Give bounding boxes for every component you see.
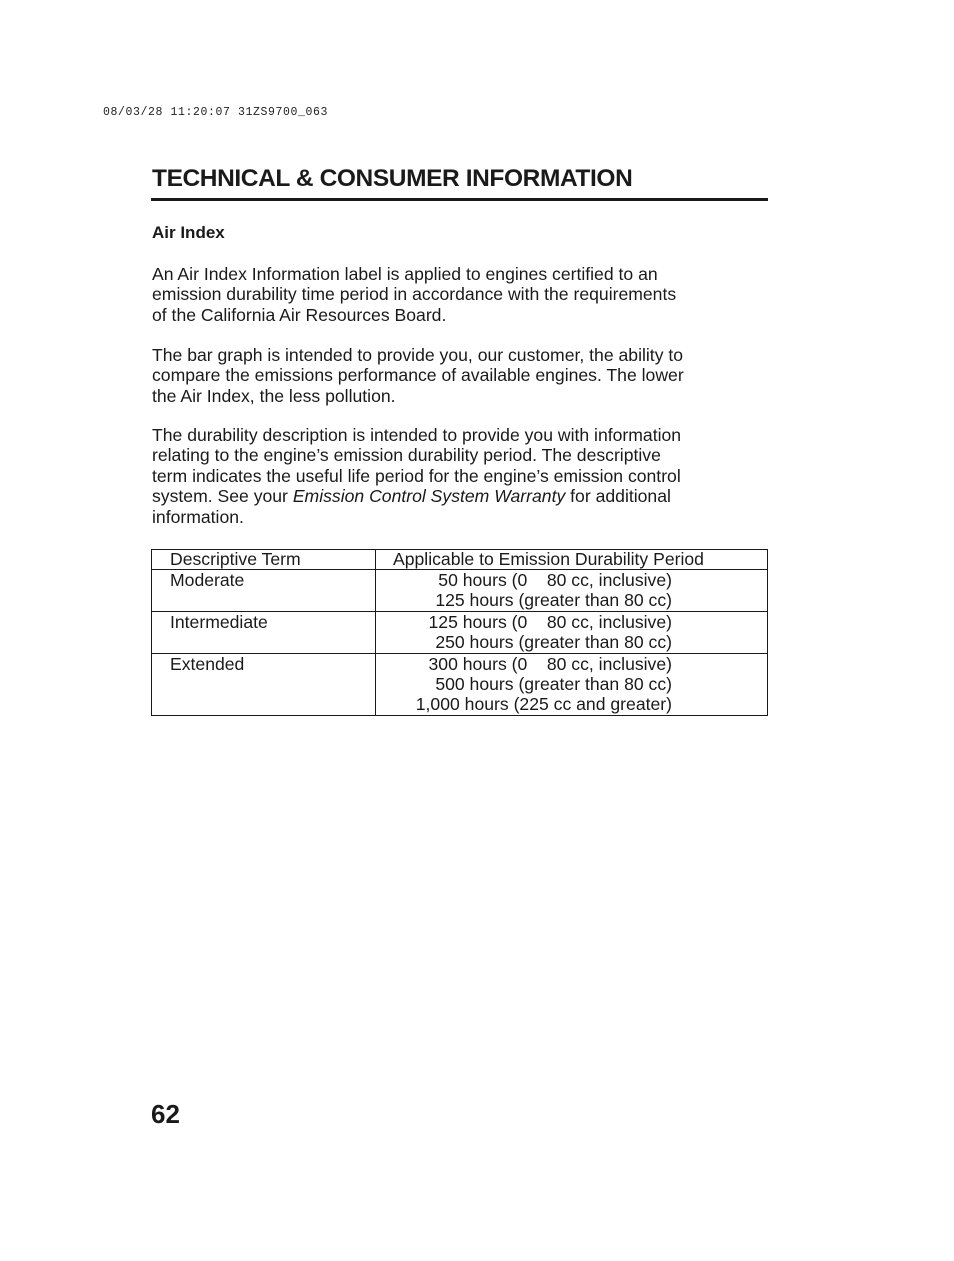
term-cell [152, 611, 376, 653]
term-text: Intermediate [170, 611, 268, 632]
period-text: 250 hours (greater than 80 cc) [435, 632, 672, 653]
paragraph-line: The bar graph is intended to provide you, our customer, the ability to [152, 345, 684, 365]
paragraph-line: An Air Index Information label is applied to engines certified to an [152, 264, 658, 284]
paragraph-text: for additional [565, 486, 671, 507]
table-row-moderate [152, 570, 768, 612]
section-title: TECHNICAL & CONSUMER INFORMATION [152, 165, 633, 192]
period-text: 125 hours (greater than 80 cc) [435, 590, 672, 611]
paragraph-line: term indicates the useful life period for the engine’s emission control [152, 465, 681, 486]
paragraph-text: system. See your [152, 486, 293, 507]
period-cell [376, 653, 768, 715]
paragraph-line: of the California Air Resources Board. [152, 304, 447, 325]
paragraph-line: The durability description is intended to provide you with information [152, 425, 682, 445]
paragraph-line: relating to the engine’s emission durability period. The descriptive [152, 445, 661, 466]
table-row-intermediate [152, 611, 768, 653]
warranty-reference: Emission Control System Warranty [292, 486, 566, 507]
page-number: 62 [151, 1099, 180, 1129]
period-text: 500 hours (greater than 80 cc) [435, 674, 672, 695]
paragraph-line [152, 486, 772, 506]
title-divider [151, 198, 768, 201]
period-cell [376, 611, 768, 653]
column-header-descriptive-term: Descriptive Term [152, 550, 376, 570]
term-text: Extended [170, 653, 245, 674]
table-header-row [152, 550, 768, 570]
period-text: 300 hours (0 80 cc, inclusive) [428, 653, 672, 674]
table-row-extended [152, 653, 768, 715]
term-cell [152, 653, 376, 715]
period-text: 1,000 hours (225 cc and greater) [415, 694, 672, 715]
column-header-durability-period: Applicable to Emission Durability Period [376, 550, 768, 570]
durability-table [151, 549, 768, 716]
paragraph-line: compare the emissions performance of available engines. The lower [152, 365, 684, 386]
print-timestamp: 08/03/28 11:20:07 31ZS9700_063 [103, 106, 329, 119]
term-cell [152, 570, 376, 612]
paragraph-line: the Air Index, the less pollution. [152, 385, 396, 406]
paragraph-durability-description [152, 425, 772, 527]
paragraph-air-index-label [152, 264, 772, 325]
period-cell [376, 570, 768, 612]
period-text: 125 hours (0 80 cc, inclusive) [428, 611, 672, 632]
paragraph-line: information. [152, 506, 244, 527]
subheading-air-index: Air Index [152, 223, 225, 242]
period-text: 50 hours (0 80 cc, inclusive) [438, 570, 672, 590]
term-text: Moderate [170, 570, 245, 590]
paragraph-line: emission durability time period in accordance with the requirements [152, 284, 677, 305]
paragraph-bar-graph [152, 345, 772, 406]
